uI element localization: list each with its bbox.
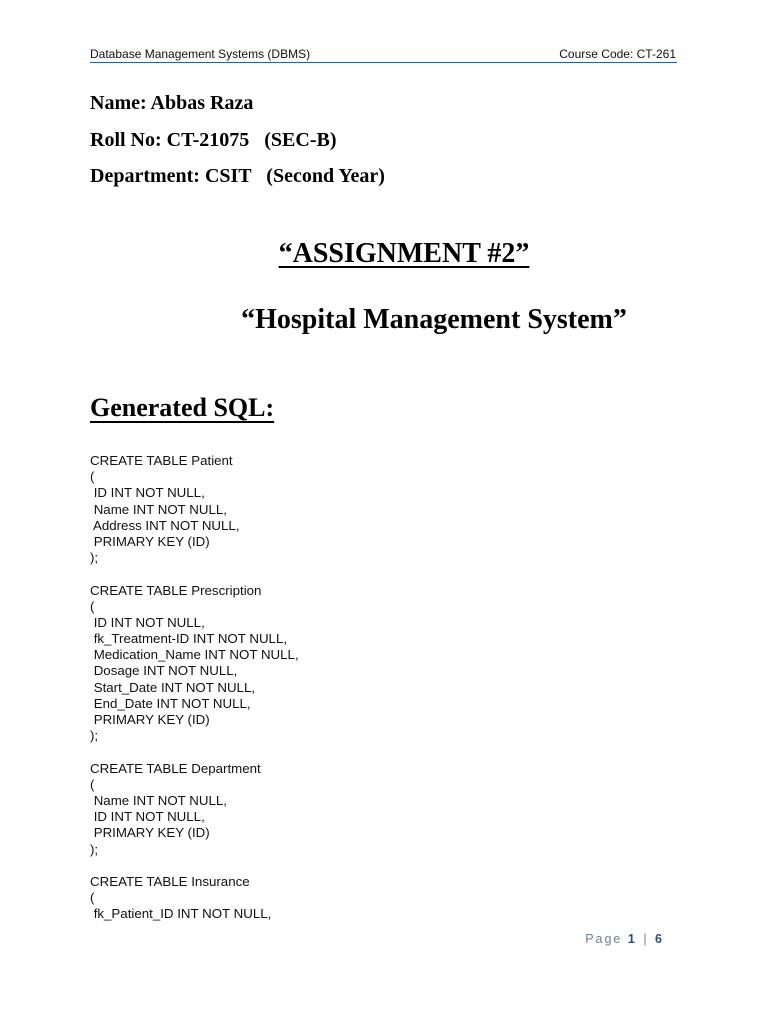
student-department: Department: CSIT (Second Year) <box>90 165 385 187</box>
sql-line: Name INT NOT NULL, <box>90 501 227 517</box>
sql-line: fk_Treatment-ID INT NOT NULL, <box>90 631 288 647</box>
sql-line: ( <box>90 776 95 792</box>
total-pages-number: 6 <box>655 932 662 946</box>
sql-line: ); <box>90 841 99 857</box>
assignment-title: “ASSIGNMENT #2” <box>278 238 530 269</box>
sql-statement <box>90 583 299 745</box>
sql-line: Start_Date INT NOT NULL, <box>90 679 256 695</box>
sql-line: PRIMARY KEY (ID) <box>90 825 210 841</box>
sql-line: CREATE TABLE Insurance <box>90 873 250 889</box>
sql-line: fk_Patient_ID INT NOT NULL, <box>90 906 272 922</box>
sql-line: End_Date INT NOT NULL, <box>90 695 251 711</box>
student-name: Name: Abbas Raza <box>90 92 254 114</box>
course-name: Database Management Systems (DBMS) <box>90 47 311 61</box>
sql-line: ID INT NOT NULL, <box>90 809 205 825</box>
sql-line: ); <box>90 550 99 566</box>
sql-statement <box>90 453 299 566</box>
sql-line: ( <box>90 598 95 614</box>
course-code: Course Code: CT-261 <box>559 47 676 61</box>
sql-line: PRIMARY KEY (ID) <box>90 712 210 727</box>
sql-line: ( <box>90 469 95 485</box>
sql-line: PRIMARY KEY (ID) <box>90 533 210 549</box>
sql-statement <box>90 874 299 923</box>
sql-line: ID INT NOT NULL, <box>90 614 205 630</box>
sql-line: ( <box>90 890 95 906</box>
current-page-number: 1 <box>627 932 635 946</box>
student-roll-number: Roll No: CT-21075 (SEC-B) <box>90 129 337 151</box>
assignment-subtitle: “Hospital Management System” <box>241 304 627 335</box>
sql-line: CREATE TABLE Prescription <box>90 582 262 598</box>
header-divider <box>90 62 677 63</box>
sql-line: Address INT NOT NULL, <box>90 517 240 533</box>
page-separator: | <box>643 932 647 946</box>
sql-statement <box>90 761 299 858</box>
sql-line: CREATE TABLE Patient <box>90 453 233 468</box>
sql-line: Dosage INT NOT NULL, <box>90 663 238 679</box>
sql-line: CREATE TABLE Department <box>90 760 261 776</box>
page-label: Page <box>585 932 623 946</box>
sql-line: Medication_Name INT NOT NULL, <box>90 647 299 663</box>
sql-code <box>90 453 299 939</box>
page-footer <box>585 932 662 946</box>
sql-line: ); <box>90 728 99 744</box>
sql-line: Name INT NOT NULL, <box>90 792 227 808</box>
section-heading: Generated SQL: <box>90 393 275 422</box>
sql-line: ID INT NOT NULL, <box>90 485 205 501</box>
